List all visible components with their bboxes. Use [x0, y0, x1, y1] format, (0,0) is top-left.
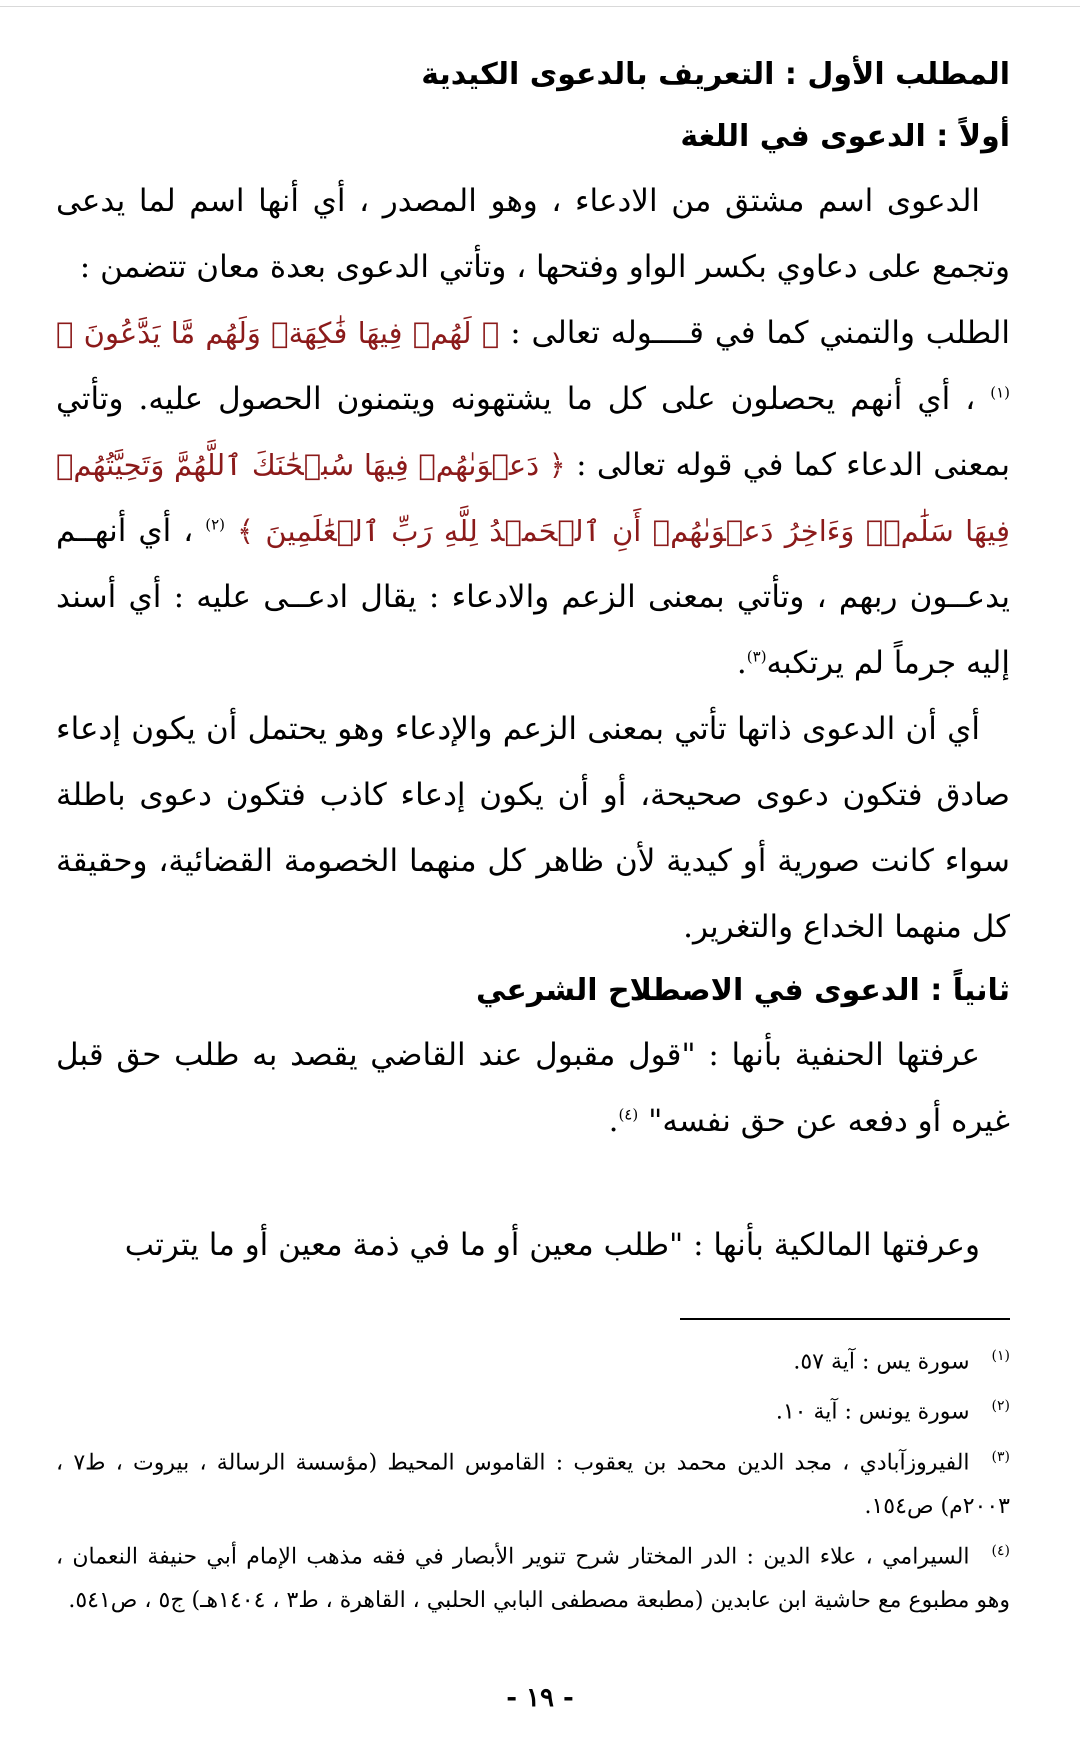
footnote-3: [56, 1435, 1010, 1529]
quran-verse-2: ﴿ دَعۡوَىٰهُمۡ فِيهَا سُبۡحَٰنَكَ ٱللَّهُمَّ وَتَحِيَّتُهُمۡ فِيهَا سَلَٰمٞۚ وَءَاخِرُ دَعۡوَىٰهُمۡ أَنِ ٱلۡحَمۡدُ لِلَّهِ رَبِّ ٱلۡعَٰلَمِينَ ﴾: [56, 448, 1010, 548]
footnote-number: (٢): [991, 1398, 1010, 1415]
meaning-text-b: ، أي أنهم يحصلون على كل ما يشتهونه ويتمنون الحصول عليه. وتأتي بمعنى الدعاء كما في قوله تعالى :: [56, 381, 1011, 483]
quran-verse-1: ﴿ لَهُمۡ فِيهَا فَٰكِهَةٞ وَلَهُم مَّا يَدَّعُونَ ﴾: [56, 316, 500, 350]
paragraph-hanafi: عرفتها الحنفية بأنها : "قول مقبول عند القاضي يقصد به طلب حق قبل غيره أو دفعه عن حق نفسه" $^{(٤)}$.: [56, 1037, 1010, 1139]
footnote-ref-3: (٣): [746, 647, 767, 666]
footnote-ref-2: (٢): [205, 515, 226, 534]
footnote-1: [56, 1334, 1010, 1384]
paragraph-maliki: وعرفتها المالكية بأنها : "طلب معين أو ما في ذمة معين أو ما يترتب: [124, 1227, 980, 1263]
top-divider: [0, 6, 1080, 7]
footnote-text: السيرامي ، علاء الدين : الدر المختار شرح تنوير الأبصار في فقه مذهب الإمام أبي حنيفة النعمان ، وهو مطبوع مع حاشية ابن عابدين (مطبعة مصطفى البابي الحلبي ، القاهرة ، ط٣ ، ١٤٠٤هـ) ج٥ ، ص٥٤١.: [56, 1544, 1010, 1614]
footnote-number: (٤): [991, 1542, 1010, 1559]
footnote-number: (٣): [991, 1448, 1010, 1465]
meaning-text-c: ، أي أنهــم يدعــون ربهم ، وتأتي بمعنى الزعم والادعاء : يقال ادعــى عليه : أي أسند إليه جرماً لم يرتكبه: [56, 513, 1010, 681]
footnote-number: (١): [991, 1348, 1010, 1364]
footnote-2: [56, 1384, 1010, 1434]
page-number: - ١٩ -: [506, 1683, 574, 1713]
footnote-text: سورة يس : آية ٥٧.: [793, 1349, 970, 1375]
paragraph-definition: الدعوى اسم مشتق من الادعاء ، وهو المصدر ، أي أنها اسم لما يدعى وتجمع على دعاوي بكسر الواو وفتحها ، وتأتي الدعوى بعدة معان تتضمن :: [56, 183, 1010, 285]
hanafi-definition: عرفتها الحنفية بأنها : "قول مقبول عند القاضي يقصد به طلب حق قبل غيره أو دفعه عن حق نفسه": [56, 1037, 1010, 1139]
paragraph-meanings: الطلب والتمني كما في قــــوله تعالى : ﴿ لَهُمۡ فِيهَا فَٰكِهَةٞ وَلَهُم مَّا يَدَّعُونَ ﴾ $^{(١)}$ ، أي أنهم يحصلون على كل ما يشتهونه ويتمنون الحصول عليه. وتأتي بمعنى الدعاء كما في قوله تعالى : ﴿ دَعۡوَىٰهُمۡ فِيهَا سُبۡحَٰنَكَ ٱللَّهُمَّ وَتَحِيَّتُهُمۡ فِيهَا سَلَٰمٞۚ وَءَاخِرُ دَعۡوَىٰهُمۡ أَنِ ٱلۡحَمۡدُ لِلَّهِ رَبِّ ٱلۡعَٰلَمِينَ ﴾ $^{(٢)}$ ، أي أنهــم يدعــون ربهم ، وتأتي بمعنى الزعم والادعاء : يقال ادعــى عليه : أي أسند إليه جرماً لم يرتكبه$^{(٣)}$.: [56, 315, 1011, 681]
footnote-text: سورة يونس : آية ١٠.: [775, 1399, 970, 1425]
subheading-language: أولاً : الدعوى في اللغة: [680, 119, 1010, 154]
section-heading: المطلب الأول : التعريف بالدعوى الكيدية: [421, 57, 1010, 92]
footnote-ref-1: (١): [990, 383, 1010, 402]
subheading-legal-term: ثانياً : الدعوى في الاصطلاح الشرعي: [475, 973, 1010, 1008]
footnote-ref-4: (٤): [618, 1105, 639, 1124]
footnote-4: [56, 1529, 1010, 1623]
footnote-divider: [680, 1318, 1010, 1320]
footnotes: [56, 1334, 1010, 1623]
footnote-text: الفيروزآبادي ، مجد الدين محمد بن يعقوب : القاموس المحيط (مؤسسة الرسالة ، بيروت ، ط٧ ، ٢٠٠٣م) ص١٥٤.: [56, 1449, 1010, 1519]
paragraph-claim-types: أي أن الدعوى ذاتها تأتي بمعنى الزعم والإدعاء وهو يحتمل أن يكون إدعاء صادق فتكون دعوى صحيحة، أو أن يكون إدعاء كاذب فتكون دعوى باطلة سواء كانت صورية أو كيدية لأن ظاهر كل منهما الخصومة القضائية، وحقيقة كل منهما الخداع والتغرير.: [56, 711, 1010, 945]
meaning-text-a: الطلب والتمني كما في قــــوله تعالى :: [510, 315, 1010, 351]
